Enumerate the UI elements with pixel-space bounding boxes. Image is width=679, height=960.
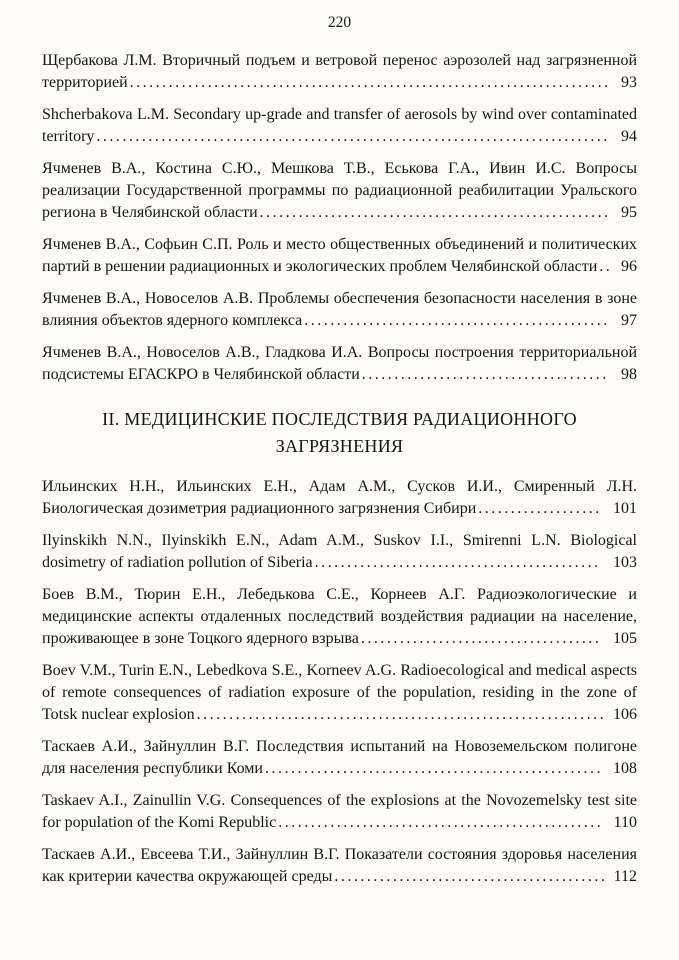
dot-leader: ............................................................................... — [96, 128, 610, 145]
dot-leader: .......................................................................... — [129, 74, 611, 91]
entry-page-ref: 94 — [621, 128, 637, 145]
entry-text: Таскаев А.И., Евсеева Т.И., Зайнуллин В.Г. Показатели состояния здоровья населения как критерии качества окружающей среды — [42, 846, 637, 885]
toc-section-1 — [42, 50, 637, 386]
entry-page-ref: 103 — [613, 554, 637, 571]
dot-leader: .......................................... — [334, 868, 608, 885]
entry-page-ref: 112 — [613, 868, 637, 885]
dot-leader: .. — [599, 258, 613, 275]
entry-text: Boev V.M., Turin E.N., Lebedkova S.E., Korneev A.G. Radioecological and medical aspects of remote consequences of radiation exposure of the population, residing in the zone of Totsk nuclear explosion — [42, 662, 637, 723]
entry-page-ref: 110 — [613, 814, 637, 831]
dot-leader: .................................................... — [264, 760, 603, 777]
entry-page-ref: 108 — [613, 760, 637, 777]
entry-page-ref: 98 — [621, 366, 637, 383]
entry-text: Боев В.М., Тюрин Е.Н., Лебедькова С.Е., Корнеев А.Г. Радиоэкологические и медицинские аспекты отдаленных последствий воздействия радиации на население, проживающее в зоне Тоцкого ядерного взрыва — [42, 586, 637, 647]
entry-text: Shcherbakova L.M. Secondary up-grade and transfer of aerosols by wind over contaminated territory — [42, 106, 637, 145]
dot-leader: ............................................ — [314, 554, 601, 571]
entry-text: Ячменев В.А., Новоселов А.В., Гладкова И.А. Вопросы построения территориальной подсистемы ЕГАСКРО в Челябинской области — [42, 344, 637, 383]
toc-entry — [42, 342, 637, 386]
toc-entry — [42, 476, 637, 520]
dot-leader: ...................................................... — [259, 204, 611, 221]
toc-entry — [42, 288, 637, 332]
toc-entry — [42, 104, 637, 148]
entry-text: Ячменев В.А., Костина С.Ю., Мешкова Т.В., Еськова Г.А., Ивин И.С. Вопросы реализации Государственной программы по радиационной реабилитации Уральского региона в Челябинской области — [42, 160, 637, 221]
entry-page-ref: 97 — [621, 312, 637, 329]
dot-leader: .................................................. — [278, 814, 604, 831]
dot-leader: ................... — [478, 500, 602, 517]
entry-text: Ilyinskikh N.N., Ilyinskikh E.N., Adam A.M., Suskov I.I., Smirenni L.N. Biological dosimetry of radiation pollution of Siberia — [42, 532, 637, 571]
entry-page-ref: 101 — [613, 500, 637, 517]
entry-page-ref: 96 — [621, 258, 637, 275]
toc-entry — [42, 530, 637, 574]
entry-page-ref: 105 — [613, 630, 637, 647]
entry-text: Щербакова Л.М. Вторичный подъем и ветровой перенос аэрозолей над загрязненной территорией — [42, 52, 637, 91]
toc-entry — [42, 50, 637, 94]
dot-leader: ............................................................... — [196, 706, 607, 723]
toc-entry — [42, 158, 637, 224]
toc-entry — [42, 736, 637, 780]
toc-entry — [42, 584, 637, 650]
toc-entry — [42, 234, 637, 278]
dot-leader: ...................................... — [361, 366, 609, 383]
entry-text: Ячменев В.А., Новоселов А.В. Проблемы обеспечения безопасности населения в зоне влияния объектов ядерного комплекса — [42, 290, 637, 329]
entry-text: Taskaev A.I., Zainullin V.G. Consequences of the explosions at the Novozemelsky test site for population of the Komi Republic — [42, 792, 637, 831]
toc-entry — [42, 660, 637, 726]
entry-page-ref: 106 — [613, 706, 637, 723]
section-heading: II. МЕДИЦИНСКИЕ ПОСЛЕДСТВИЯ РАДИАЦИОННОГО ЗАГРЯЗНЕНИЯ — [102, 409, 577, 456]
entry-page-ref: 93 — [621, 74, 637, 91]
toc-entry — [42, 790, 637, 834]
page-number: 220 — [327, 14, 352, 31]
entry-page-ref: 95 — [621, 204, 637, 221]
toc-entry — [42, 844, 637, 888]
dot-leader: ............................................... — [304, 312, 610, 329]
entry-text: Таскаев А.И., Зайнуллин В.Г. Последствия испытаний на Новоземельском полигоне для населения республики Коми — [42, 738, 637, 777]
toc-section-2 — [42, 476, 637, 888]
entry-text: Ильинских Н.Н., Ильинских Е.Н., Адам А.М., Сусков И.И., Смиренный Л.Н. Биологическая дозиметрия радиационного загрязнения Сибири — [42, 478, 637, 517]
entry-text: Ячменев В.А., Софьин С.П. Роль и место общественных объединений и политических партий в решении радиационных и экологических проблем Челябинской области — [42, 236, 637, 275]
dot-leader: ..................................... — [360, 630, 602, 647]
